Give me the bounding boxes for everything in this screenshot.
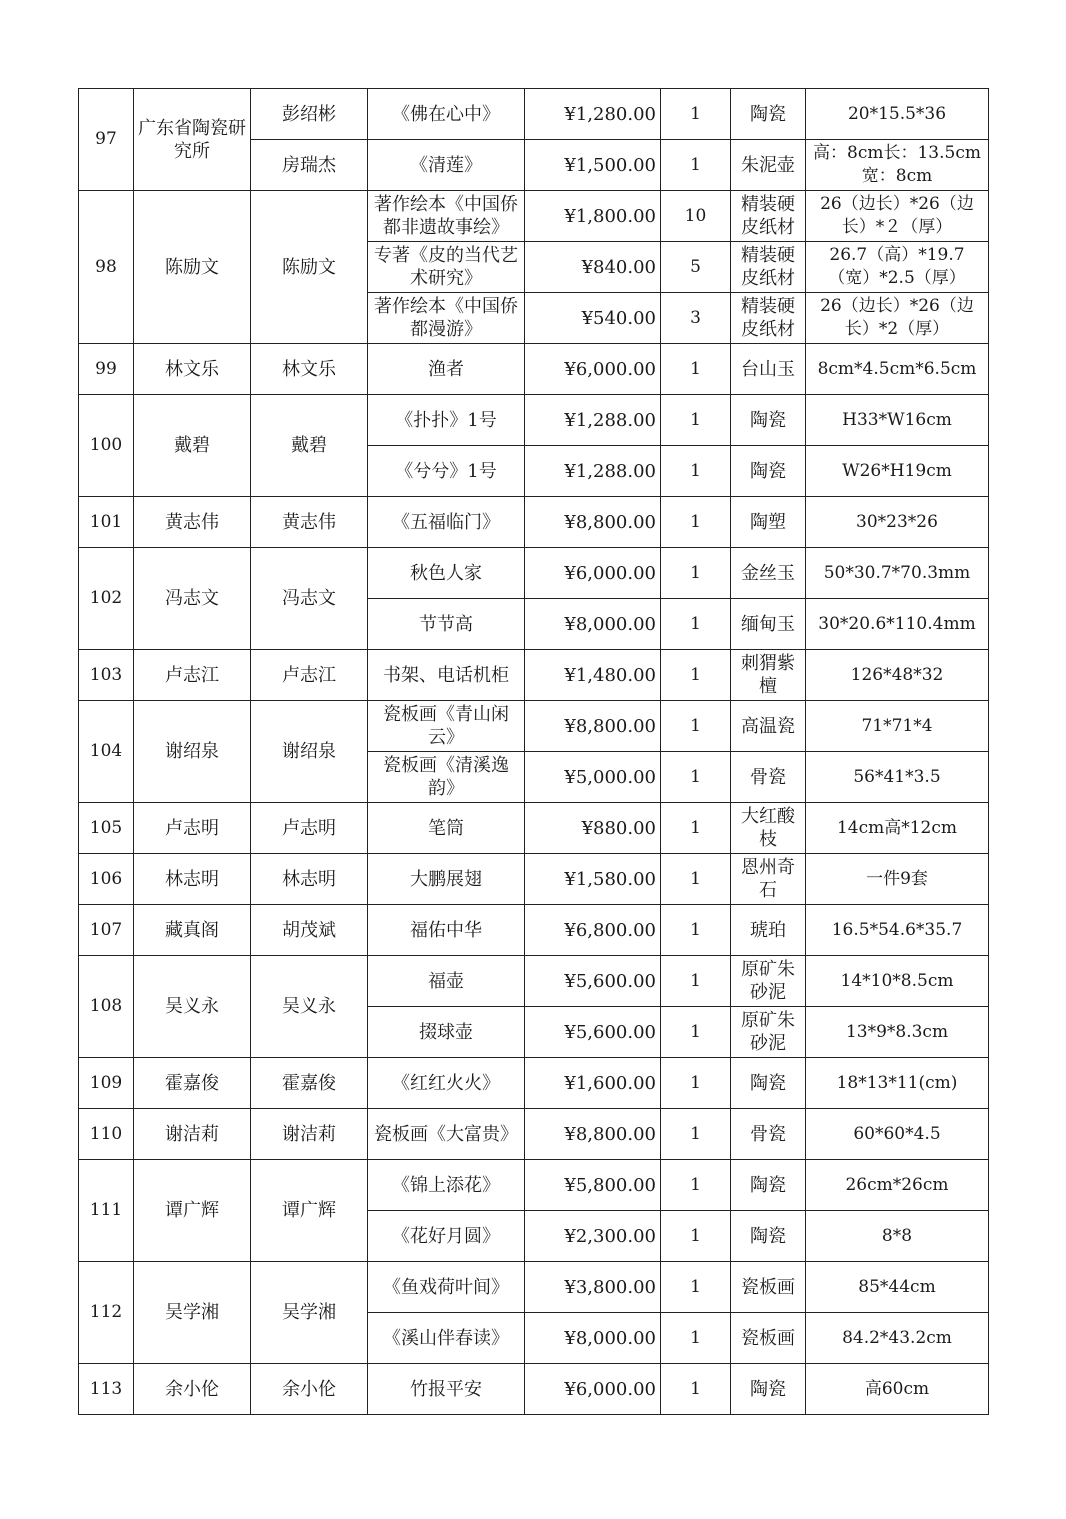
material-cell: 缅甸玉 [731, 599, 806, 650]
quantity-cell: 1 [661, 497, 731, 548]
table-row [79, 956, 989, 1007]
material-cell: 恩州奇石 [731, 854, 806, 905]
quantity-cell: 5 [661, 242, 731, 293]
artwork-title-cell: 节节高 [368, 599, 525, 650]
quantity-cell: 1 [661, 1160, 731, 1211]
size-cell: 26（边长）*26（边长）*2（厚） [806, 293, 989, 344]
material-cell: 精装硬皮纸材 [731, 191, 806, 242]
author-cell: 林志明 [251, 854, 368, 905]
row-number-cell: 102 [79, 548, 134, 650]
author-cell: 陈励文 [251, 191, 368, 344]
quantity-cell: 1 [661, 1262, 731, 1313]
size-cell: 60*60*4.5 [806, 1109, 989, 1160]
material-cell: 陶塑 [731, 497, 806, 548]
price-cell: ¥5,600.00 [525, 1007, 661, 1058]
row-number-cell: 112 [79, 1262, 134, 1364]
table-row [79, 1364, 989, 1415]
price-cell: ¥3,800.00 [525, 1262, 661, 1313]
artwork-title-cell: 《锦上添花》 [368, 1160, 525, 1211]
artwork-title-cell: 《溪山伴春读》 [368, 1313, 525, 1364]
artwork-title-cell: 《鱼戏荷叶间》 [368, 1262, 525, 1313]
artwork-title-cell: 《清莲》 [368, 140, 525, 191]
quantity-cell: 1 [661, 140, 731, 191]
size-cell: 84.2*43.2cm [806, 1313, 989, 1364]
artwork-title-cell: 《兮兮》1号 [368, 446, 525, 497]
row-number-cell: 99 [79, 344, 134, 395]
submitter-cell: 谭广辉 [134, 1160, 251, 1262]
submitter-cell: 余小伦 [134, 1364, 251, 1415]
material-cell: 陶瓷 [731, 1160, 806, 1211]
price-cell: ¥1,500.00 [525, 140, 661, 191]
submitter-cell: 林志明 [134, 854, 251, 905]
author-cell: 彭绍彬 [251, 89, 368, 140]
submitter-cell: 林文乐 [134, 344, 251, 395]
quantity-cell: 3 [661, 293, 731, 344]
price-cell: ¥840.00 [525, 242, 661, 293]
table-row [79, 854, 989, 905]
submitter-cell: 广东省陶瓷研究所 [134, 89, 251, 191]
price-cell: ¥1,280.00 [525, 89, 661, 140]
quantity-cell: 1 [661, 752, 731, 803]
table-row [79, 395, 989, 446]
size-cell: 一件9套 [806, 854, 989, 905]
row-number-cell: 106 [79, 854, 134, 905]
row-number-cell: 101 [79, 497, 134, 548]
row-number-cell: 111 [79, 1160, 134, 1262]
size-cell: 20*15.5*36 [806, 89, 989, 140]
submitter-cell: 霍嘉俊 [134, 1058, 251, 1109]
table-row [79, 1262, 989, 1313]
table-row [79, 905, 989, 956]
submitter-cell: 吴义永 [134, 956, 251, 1058]
quantity-cell: 1 [661, 956, 731, 1007]
quantity-cell: 1 [661, 1364, 731, 1415]
row-number-cell: 110 [79, 1109, 134, 1160]
quantity-cell: 1 [661, 1007, 731, 1058]
author-cell: 谢绍泉 [251, 701, 368, 803]
material-cell: 高温瓷 [731, 701, 806, 752]
size-cell: 14*10*8.5cm [806, 956, 989, 1007]
size-cell: 30*23*26 [806, 497, 989, 548]
price-cell: ¥540.00 [525, 293, 661, 344]
size-cell: 8cm*4.5cm*6.5cm [806, 344, 989, 395]
author-cell: 霍嘉俊 [251, 1058, 368, 1109]
price-cell: ¥5,800.00 [525, 1160, 661, 1211]
artwork-title-cell: 专著《皮的当代艺术研究》 [368, 242, 525, 293]
submitter-cell: 黄志伟 [134, 497, 251, 548]
material-cell: 瓷板画 [731, 1262, 806, 1313]
row-number-cell: 108 [79, 956, 134, 1058]
artwork-title-cell: 著作绘本《中国侨都漫游》 [368, 293, 525, 344]
table-row [79, 803, 989, 854]
price-cell: ¥1,600.00 [525, 1058, 661, 1109]
size-cell: 高60cm [806, 1364, 989, 1415]
table-row [79, 650, 989, 701]
price-cell: ¥1,480.00 [525, 650, 661, 701]
size-cell: 85*44cm [806, 1262, 989, 1313]
size-cell: 26.7（高）*19.7（宽）*2.5（厚） [806, 242, 989, 293]
quantity-cell: 10 [661, 191, 731, 242]
quantity-cell: 1 [661, 803, 731, 854]
quantity-cell: 1 [661, 89, 731, 140]
author-cell: 黄志伟 [251, 497, 368, 548]
artwork-title-cell: 瓷板画《青山闲云》 [368, 701, 525, 752]
row-number-cell: 103 [79, 650, 134, 701]
author-cell: 吴义永 [251, 956, 368, 1058]
table-row [79, 1109, 989, 1160]
material-cell: 陶瓷 [731, 1364, 806, 1415]
material-cell: 琥珀 [731, 905, 806, 956]
quantity-cell: 1 [661, 395, 731, 446]
material-cell: 原矿朱砂泥 [731, 956, 806, 1007]
price-cell: ¥1,800.00 [525, 191, 661, 242]
size-cell: 50*30.7*70.3mm [806, 548, 989, 599]
artwork-title-cell: 《花好月圆》 [368, 1211, 525, 1262]
author-cell: 房瑞杰 [251, 140, 368, 191]
row-number-cell: 107 [79, 905, 134, 956]
author-cell: 吴学湘 [251, 1262, 368, 1364]
size-cell: 14cm高*12cm [806, 803, 989, 854]
artwork-title-cell: 竹报平安 [368, 1364, 525, 1415]
submitter-cell: 冯志文 [134, 548, 251, 650]
artwork-title-cell: 福佑中华 [368, 905, 525, 956]
artwork-title-cell: 福壶 [368, 956, 525, 1007]
submitter-cell: 吴学湘 [134, 1262, 251, 1364]
quantity-cell: 1 [661, 905, 731, 956]
quantity-cell: 1 [661, 1211, 731, 1262]
submitter-cell: 戴碧 [134, 395, 251, 497]
size-cell: 16.5*54.6*35.7 [806, 905, 989, 956]
price-cell: ¥1,580.00 [525, 854, 661, 905]
table-row [79, 548, 989, 599]
size-cell: 26cm*26cm [806, 1160, 989, 1211]
price-cell: ¥8,800.00 [525, 497, 661, 548]
table-row [79, 191, 989, 242]
size-cell: 30*20.6*110.4mm [806, 599, 989, 650]
submitter-cell: 卢志明 [134, 803, 251, 854]
artwork-title-cell: 渔者 [368, 344, 525, 395]
size-cell: H33*W16cm [806, 395, 989, 446]
material-cell: 朱泥壶 [731, 140, 806, 191]
table-row [79, 1058, 989, 1109]
author-cell: 戴碧 [251, 395, 368, 497]
table-row [79, 497, 989, 548]
price-cell: ¥6,000.00 [525, 1364, 661, 1415]
artwork-list-table [78, 88, 989, 1415]
material-cell: 陶瓷 [731, 89, 806, 140]
author-cell: 卢志江 [251, 650, 368, 701]
author-cell: 谭广辉 [251, 1160, 368, 1262]
artwork-title-cell: 《红红火火》 [368, 1058, 525, 1109]
submitter-cell: 陈励文 [134, 191, 251, 344]
quantity-cell: 1 [661, 1109, 731, 1160]
size-cell: 126*48*32 [806, 650, 989, 701]
material-cell: 刺猬紫檀 [731, 650, 806, 701]
author-cell: 胡茂斌 [251, 905, 368, 956]
artwork-title-cell: 掇球壶 [368, 1007, 525, 1058]
quantity-cell: 1 [661, 1058, 731, 1109]
row-number-cell: 113 [79, 1364, 134, 1415]
price-cell: ¥8,000.00 [525, 1313, 661, 1364]
artwork-title-cell: 瓷板画《大富贵》 [368, 1109, 525, 1160]
material-cell: 金丝玉 [731, 548, 806, 599]
size-cell: 71*71*4 [806, 701, 989, 752]
quantity-cell: 1 [661, 344, 731, 395]
price-cell: ¥8,800.00 [525, 701, 661, 752]
size-cell: 8*8 [806, 1211, 989, 1262]
price-cell: ¥5,000.00 [525, 752, 661, 803]
material-cell: 瓷板画 [731, 1313, 806, 1364]
price-cell: ¥6,800.00 [525, 905, 661, 956]
quantity-cell: 1 [661, 701, 731, 752]
row-number-cell: 98 [79, 191, 134, 344]
artwork-title-cell: 《佛在心中》 [368, 89, 525, 140]
price-cell: ¥1,288.00 [525, 395, 661, 446]
quantity-cell: 1 [661, 650, 731, 701]
quantity-cell: 1 [661, 446, 731, 497]
artwork-title-cell: 笔筒 [368, 803, 525, 854]
artwork-title-cell: 大鹏展翅 [368, 854, 525, 905]
table-body [79, 89, 989, 1415]
price-cell: ¥5,600.00 [525, 956, 661, 1007]
table-row [79, 89, 989, 140]
material-cell: 原矿朱砂泥 [731, 1007, 806, 1058]
material-cell: 大红酸枝 [731, 803, 806, 854]
submitter-cell: 谢洁莉 [134, 1109, 251, 1160]
size-cell: W26*H19cm [806, 446, 989, 497]
price-cell: ¥6,000.00 [525, 344, 661, 395]
size-cell: 56*41*3.5 [806, 752, 989, 803]
price-cell: ¥1,288.00 [525, 446, 661, 497]
author-cell: 卢志明 [251, 803, 368, 854]
artwork-title-cell: 著作绘本《中国侨都非遗故事绘》 [368, 191, 525, 242]
price-cell: ¥880.00 [525, 803, 661, 854]
price-cell: ¥8,000.00 [525, 599, 661, 650]
size-cell: 18*13*11(cm) [806, 1058, 989, 1109]
quantity-cell: 1 [661, 548, 731, 599]
material-cell: 陶瓷 [731, 1058, 806, 1109]
quantity-cell: 1 [661, 854, 731, 905]
table-row [79, 344, 989, 395]
submitter-cell: 藏真阁 [134, 905, 251, 956]
author-cell: 余小伦 [251, 1364, 368, 1415]
quantity-cell: 1 [661, 599, 731, 650]
material-cell: 精装硬皮纸材 [731, 293, 806, 344]
table-row [79, 1160, 989, 1211]
row-number-cell: 109 [79, 1058, 134, 1109]
material-cell: 陶瓷 [731, 395, 806, 446]
size-cell: 13*9*8.3cm [806, 1007, 989, 1058]
row-number-cell: 100 [79, 395, 134, 497]
submitter-cell: 卢志江 [134, 650, 251, 701]
row-number-cell: 104 [79, 701, 134, 803]
material-cell: 骨瓷 [731, 752, 806, 803]
price-cell: ¥2,300.00 [525, 1211, 661, 1262]
artwork-title-cell: 书架、电话机柜 [368, 650, 525, 701]
artwork-title-cell: 《扑扑》1号 [368, 395, 525, 446]
artwork-title-cell: 瓷板画《清溪逸韵》 [368, 752, 525, 803]
artwork-title-cell: 《五福临门》 [368, 497, 525, 548]
row-number-cell: 105 [79, 803, 134, 854]
table-row [79, 701, 989, 752]
material-cell: 骨瓷 [731, 1109, 806, 1160]
price-cell: ¥8,800.00 [525, 1109, 661, 1160]
material-cell: 陶瓷 [731, 446, 806, 497]
size-cell: 高：8cm长：13.5cm宽：8cm [806, 140, 989, 191]
material-cell: 台山玉 [731, 344, 806, 395]
submitter-cell: 谢绍泉 [134, 701, 251, 803]
material-cell: 陶瓷 [731, 1211, 806, 1262]
price-cell: ¥6,000.00 [525, 548, 661, 599]
size-cell: 26（边长）*26（边长）*２（厚） [806, 191, 989, 242]
row-number-cell: 97 [79, 89, 134, 191]
artwork-title-cell: 秋色人家 [368, 548, 525, 599]
quantity-cell: 1 [661, 1313, 731, 1364]
author-cell: 冯志文 [251, 548, 368, 650]
material-cell: 精装硬皮纸材 [731, 242, 806, 293]
author-cell: 谢洁莉 [251, 1109, 368, 1160]
author-cell: 林文乐 [251, 344, 368, 395]
